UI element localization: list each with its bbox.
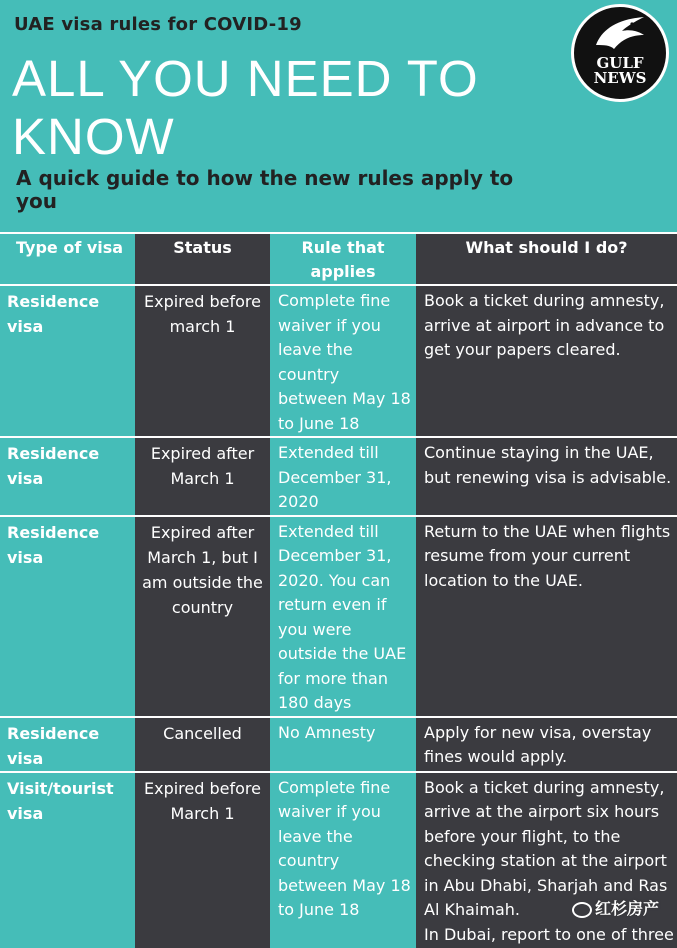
- cell-type: Residence visa: [0, 717, 135, 772]
- column-header: Type of visa: [0, 233, 135, 285]
- watermark: [572, 896, 659, 919]
- column-header: Rule that applies: [270, 233, 416, 285]
- table-row: [0, 772, 677, 948]
- table-row: [0, 285, 677, 437]
- table-header-row: [0, 233, 677, 285]
- cell-rule: No Amnesty: [270, 717, 416, 772]
- page-title: ALL YOU NEED TO KNOW: [12, 50, 479, 165]
- cell-rule: Extended till December 31, 2020. You can return even if you were outside the UAE for more than 180 days: [270, 516, 416, 717]
- column-header: What should I do?: [416, 233, 677, 285]
- cell-rule: Complete fine waiver if you leave the country between May 18 to June 18: [270, 285, 416, 437]
- cell-rule: Complete fine waiver if you leave the country between May 18 to June 18: [270, 772, 416, 948]
- header: [0, 0, 677, 232]
- watermark-text: 红杉房产: [595, 899, 660, 918]
- cell-status: Expired after March 1, but I am outside the country: [135, 516, 270, 717]
- cell-action: Continue staying in the UAE, but renewing visa is advisable.: [416, 437, 677, 516]
- visa-rules-table: [0, 232, 677, 948]
- cell-action: Apply for new visa, overstay fines would apply.: [416, 717, 677, 772]
- kicker: UAE visa rules for COVID-19: [14, 14, 302, 35]
- cell-status: Cancelled: [135, 717, 270, 772]
- cell-status: Expired after March 1: [135, 437, 270, 516]
- falcon-icon: [592, 15, 648, 55]
- cell-action: Return to the UAE when flights resume from your current location to the UAE.: [416, 516, 677, 717]
- weibo-icon: [572, 902, 592, 918]
- table-row: [0, 717, 677, 772]
- subtitle: A quick guide to how the new rules apply to you: [16, 166, 514, 213]
- cell-action: Book a ticket during amnesty, arrive at airport in advance to get your papers cleared.: [416, 285, 677, 437]
- cell-type: Residence visa: [0, 437, 135, 516]
- logo-text-line2: NEWS: [593, 69, 647, 87]
- cell-action: [416, 772, 677, 948]
- cell-type: Residence visa: [0, 516, 135, 717]
- cell-type: Residence visa: [0, 285, 135, 437]
- table-row: [0, 437, 677, 516]
- logo-text-line1: GULF: [596, 54, 644, 72]
- table-row: [0, 516, 677, 717]
- cell-rule: Extended till December 31, 2020: [270, 437, 416, 516]
- cell-action-text: Book a ticket during amnesty, arrive at the airport six hours before your flight, to the checking station at the airport in Abu Dhabi, Sharjah and Ras Al Khaimah.: [424, 777, 668, 919]
- cell-status: Expired before March 1: [135, 772, 270, 948]
- cell-status: Expired before march 1: [135, 285, 270, 437]
- cell-type: Visit/tourist visa: [0, 772, 135, 948]
- cell-action-extra: In Dubai, report to one of three: [424, 924, 674, 944]
- gulf-news-logo: [571, 4, 669, 102]
- column-header: Status: [135, 233, 270, 285]
